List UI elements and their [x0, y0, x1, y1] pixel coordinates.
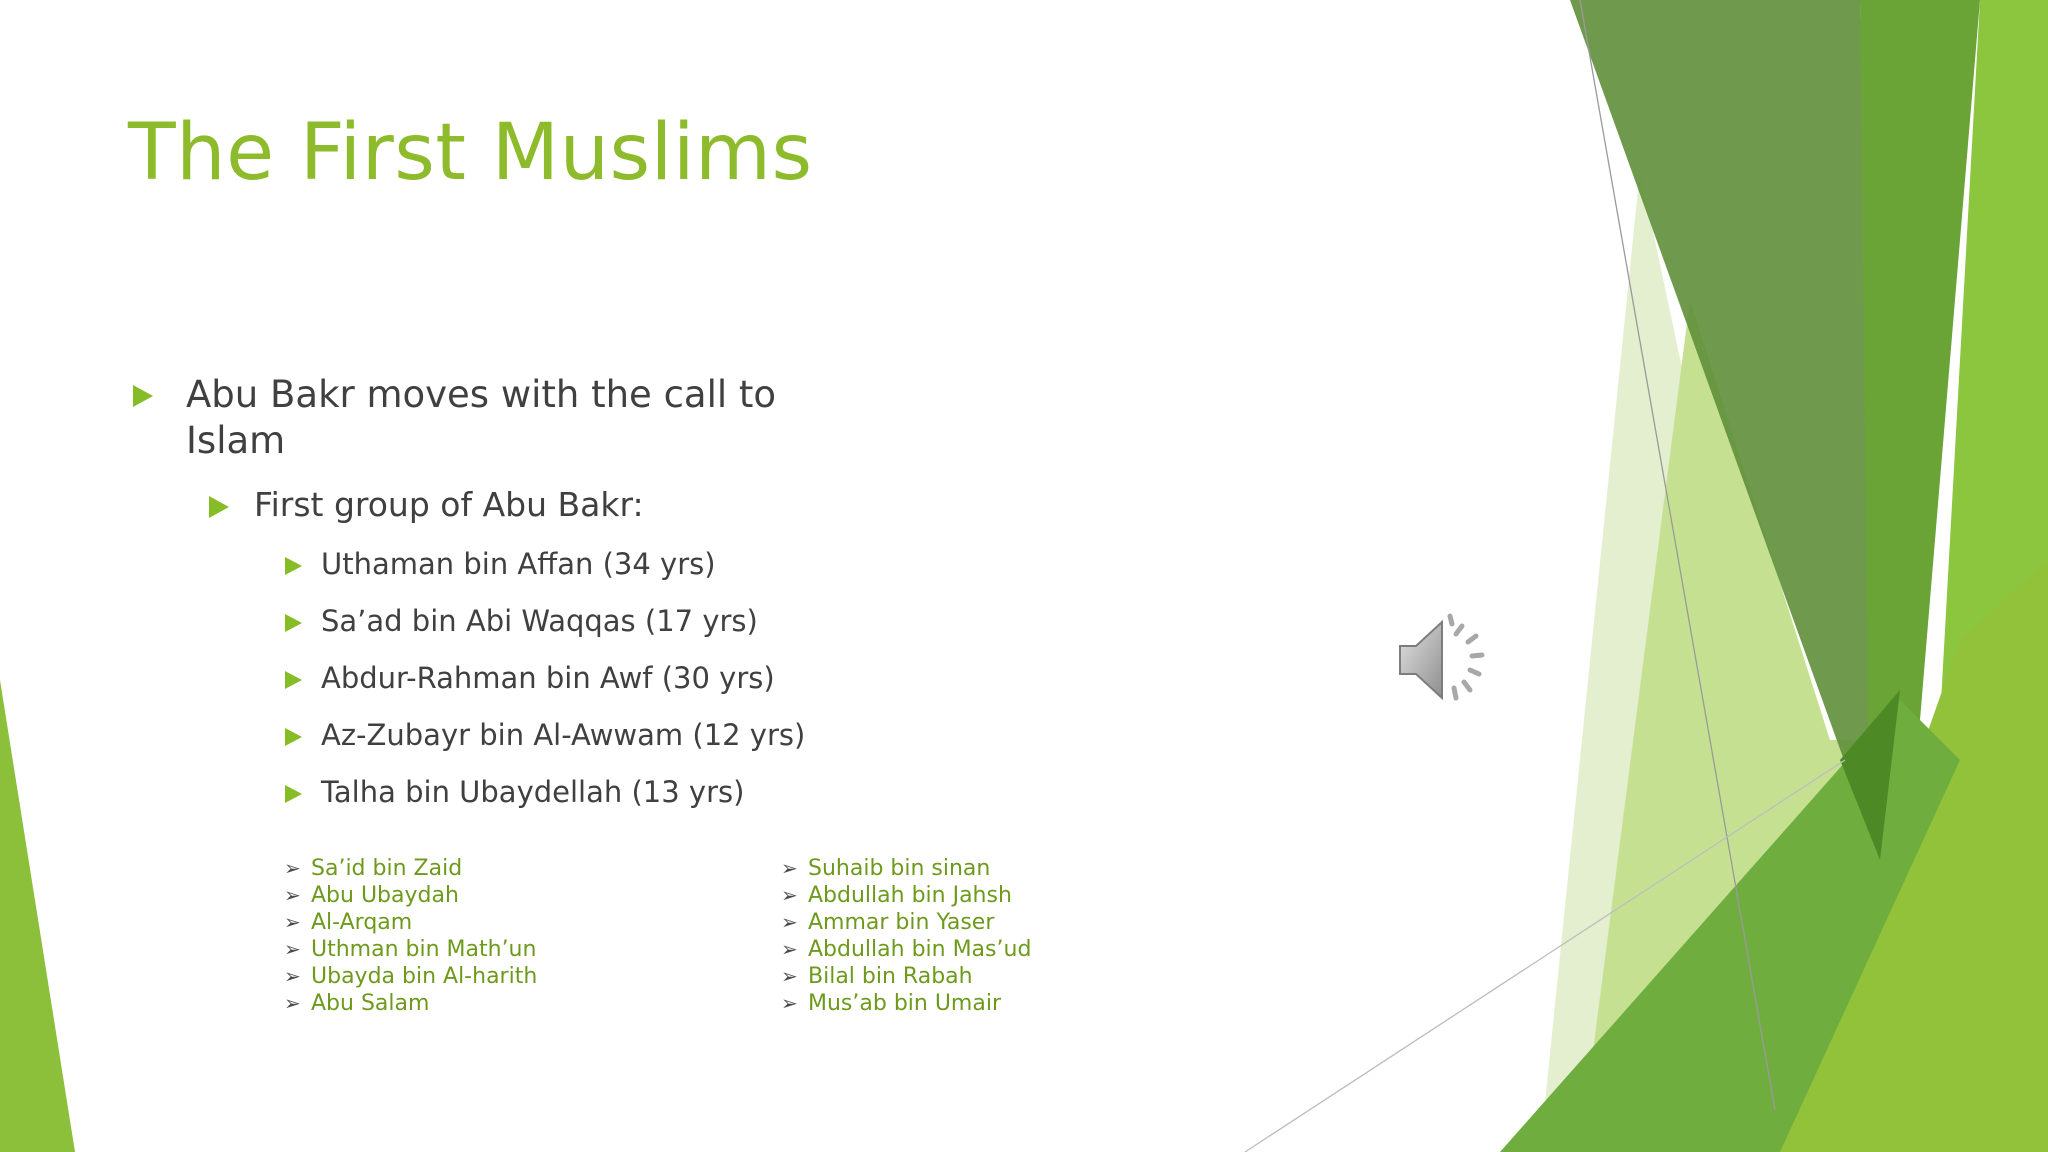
triangle-bullet-icon: [133, 385, 153, 407]
arrow-bullet-icon: ➢: [781, 964, 798, 988]
speaker-icon[interactable]: [1392, 610, 1502, 710]
arrow-bullet-icon: ➢: [781, 856, 798, 880]
list-item-label: Al-Arqam: [311, 910, 413, 935]
list-item: [781, 936, 1031, 963]
list-item: [284, 990, 537, 1017]
arrow-bullet-icon: ➢: [284, 991, 301, 1015]
list-item-label: Mus’ab bin Umair: [808, 991, 1002, 1016]
first-group-item: Sa’ad bin Abi Waqqas (17 yrs): [321, 604, 758, 638]
arrow-bullet-icon: ➢: [781, 937, 798, 961]
list-item: [284, 936, 537, 963]
list-item: [781, 963, 1031, 990]
sub-bullet-text: First group of Abu Bakr:: [254, 485, 644, 524]
left-green-shape: [0, 680, 75, 1152]
list-item-label: Bilal bin Rabah: [808, 964, 973, 989]
list-item-label: Abdullah bin Jahsh: [808, 883, 1012, 908]
list-item: [781, 882, 1031, 909]
arrow-bullet-icon: ➢: [284, 856, 301, 880]
triangle-bullet-icon: [285, 614, 302, 632]
triangle-bullet-icon: [285, 785, 302, 803]
arrow-bullet-icon: ➢: [284, 964, 301, 988]
list-item-label: Abdullah bin Mas’ud: [808, 937, 1032, 962]
triangle-bullet-icon: [209, 496, 229, 518]
triangle-bullet-icon: [285, 728, 302, 746]
arrow-bullet-icon: ➢: [781, 910, 798, 934]
list-item: [284, 909, 537, 936]
list-item-label: Abu Ubaydah: [311, 883, 459, 908]
triangle-bullet-icon: [285, 671, 302, 689]
list-item-label: Ubayda bin Al-harith: [311, 964, 538, 989]
list-item: [284, 855, 537, 882]
list-item: [781, 909, 1031, 936]
list-item-label: Abu Salam: [311, 991, 430, 1016]
list-item: [284, 882, 537, 909]
list-item: [781, 990, 1031, 1017]
list-item: [284, 963, 537, 990]
list-item-label: Uthman bin Math’un: [311, 937, 537, 962]
list-item-label: Sa’id bin Zaid: [311, 856, 463, 881]
list-item-label: Ammar bin Yaser: [808, 910, 995, 935]
arrow-bullet-icon: ➢: [284, 883, 301, 907]
first-group-item: Abdur-Rahman bin Awf (30 yrs): [321, 661, 775, 695]
main-bullet-text: Abu Bakr moves with the call to Islam: [186, 373, 777, 462]
others-right-column: [781, 855, 1031, 1017]
arrow-bullet-icon: ➢: [284, 937, 301, 961]
list-item-label: Suhaib bin sinan: [808, 856, 991, 881]
others-left-column: [284, 855, 537, 1017]
arrow-bullet-icon: ➢: [781, 883, 798, 907]
first-group-item: Az-Zubayr bin Al-Awwam (12 yrs): [321, 718, 806, 752]
slide-title: The First Muslims: [128, 108, 813, 198]
first-group-item: Uthaman bin Affan (34 yrs): [321, 547, 716, 581]
list-item: [781, 855, 1031, 882]
arrow-bullet-icon: ➢: [284, 910, 301, 934]
triangle-bullet-icon: [285, 557, 302, 575]
first-group-item: Talha bin Ubaydellah (13 yrs): [321, 775, 745, 809]
arrow-bullet-icon: ➢: [781, 991, 798, 1015]
